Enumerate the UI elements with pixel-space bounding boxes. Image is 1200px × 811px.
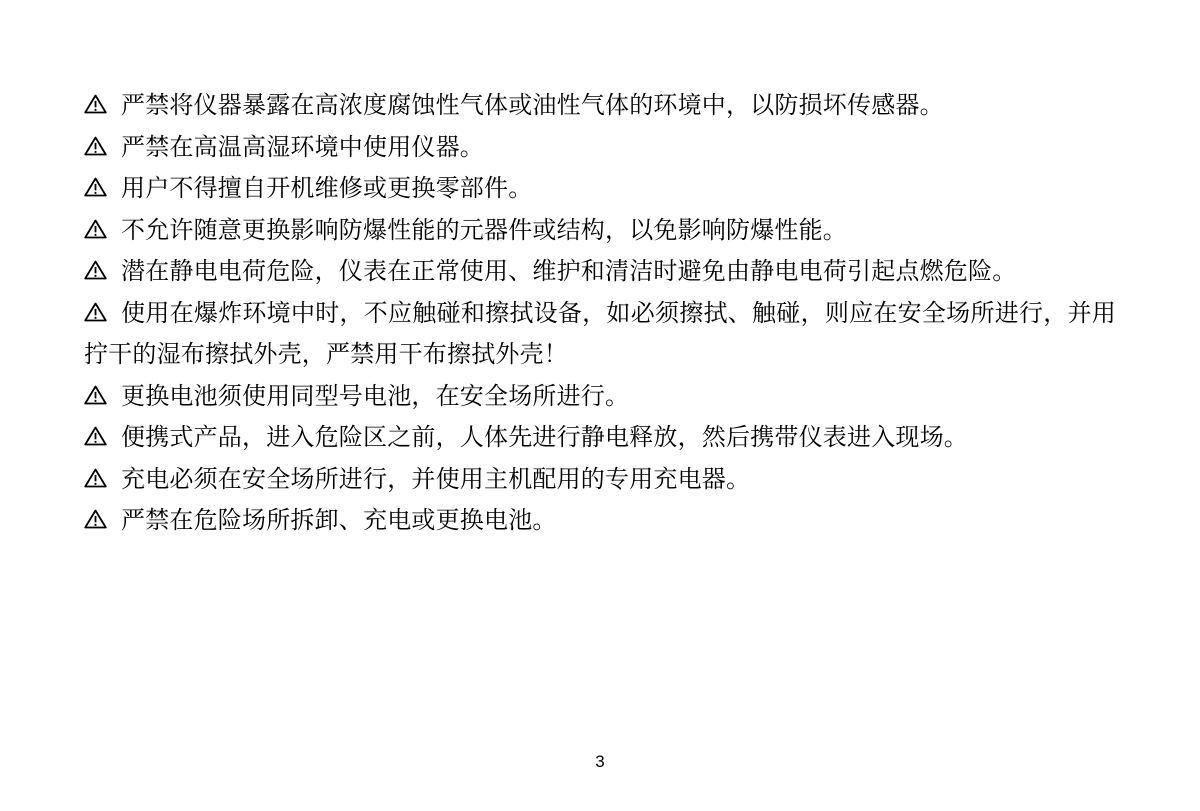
warning-text: 严禁将仪器暴露在高浓度腐蚀性气体或油性气体的环境中，以防损坏传感器。 (121, 93, 944, 119)
warning-item (84, 169, 1116, 211)
warning-item (84, 252, 1116, 294)
warning-triangle-icon (84, 509, 107, 529)
warning-text: 更换电池须使用同型号电池，在安全场所进行。 (121, 383, 630, 410)
warning-triangle-icon (84, 177, 107, 197)
warning-text: 便携式产品，进入危险区之前，人体先进行静电释放，然后携带仪表进入现场。 (121, 425, 968, 451)
warning-item (84, 86, 1116, 128)
warning-item (84, 460, 1116, 502)
warning-item (84, 128, 1116, 170)
warning-item (84, 211, 1116, 253)
warning-triangle-icon (84, 260, 107, 280)
warning-item (84, 418, 1116, 460)
warning-list (84, 86, 1116, 543)
warning-triangle-icon (84, 426, 107, 446)
warning-text: 严禁在危险场所拆卸、充电或更换电池。 (121, 508, 557, 534)
warning-triangle-icon (84, 302, 107, 322)
warning-text: 用户不得擅自开机维修或更换零部件。 (121, 176, 533, 202)
warning-item (84, 294, 1116, 377)
warning-triangle-icon (84, 468, 107, 488)
warning-text: 充电必须在安全场所进行，并使用主机配用的专用充电器。 (121, 466, 751, 493)
warning-triangle-icon (84, 219, 107, 239)
page-number: 3 (595, 752, 605, 771)
warning-text: 使用在爆炸环境中时，不应触碰和擦拭设备，如必须擦拭、触碰，则应在安全场所进行，并用拧干的湿布擦拭外壳，严禁用干布擦拭外壳！ (84, 300, 1116, 368)
warning-triangle-icon (84, 136, 107, 156)
warning-item (84, 501, 1116, 543)
warning-triangle-icon (84, 385, 107, 405)
warning-text: 潜在静电电荷危险，仪表在正常使用、维护和清洁时避免由静电电荷引起点燃危险。 (121, 259, 1017, 285)
warning-text: 严禁在高温高湿环境中使用仪器。 (121, 134, 484, 161)
warning-item (84, 377, 1116, 419)
warning-triangle-icon (84, 94, 107, 114)
warning-text: 不允许随意更换影响防爆性能的元器件或结构，以免影响防爆性能。 (121, 217, 847, 244)
